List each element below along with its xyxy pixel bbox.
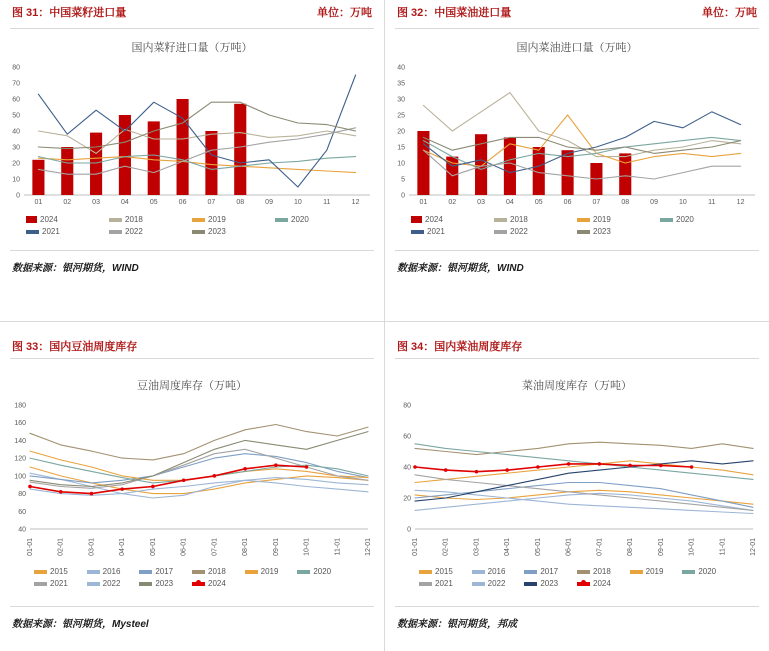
svg-text:15: 15 (397, 144, 405, 152)
svg-text:12-01: 12-01 (365, 538, 372, 556)
svg-text:02-01: 02-01 (442, 538, 450, 556)
figure-32-unit: 单位：万吨 (702, 7, 757, 19)
legend-label: 2021 (427, 227, 445, 236)
legend-label: 2022 (510, 227, 528, 236)
legend-item (192, 215, 275, 224)
legend-label: 2020 (698, 567, 717, 576)
legend-label: 2015 (50, 567, 68, 576)
figure-34-rule (395, 358, 759, 359)
svg-text:10: 10 (12, 176, 20, 184)
legend-swatch-2024 (577, 582, 590, 586)
svg-text:06-01: 06-01 (180, 538, 188, 556)
svg-text:0: 0 (407, 526, 411, 534)
svg-text:40: 40 (18, 526, 26, 534)
legend-swatch-2019 (192, 218, 205, 222)
legend-swatch-2016 (87, 570, 100, 574)
legend-label: 2022 (487, 579, 506, 588)
legend-label: 2020 (313, 567, 332, 576)
legend-label: 2021 (50, 579, 68, 588)
svg-text:0: 0 (401, 192, 405, 200)
svg-text:60: 60 (403, 433, 411, 441)
legend-item (192, 227, 275, 236)
legend-item (494, 227, 577, 236)
chart-32-title: 国内菜油进口量（万吨） (516, 42, 638, 54)
svg-text:02: 02 (448, 199, 457, 206)
svg-text:25: 25 (397, 112, 405, 120)
panel-figure-32 (385, 0, 769, 320)
svg-text:02: 02 (63, 199, 72, 206)
svg-text:07: 07 (207, 199, 216, 206)
legend-swatch-2021 (419, 582, 432, 586)
svg-text:160: 160 (14, 420, 26, 428)
svg-text:12: 12 (736, 199, 745, 206)
legend-swatch-2022 (472, 582, 485, 586)
figure-31-unit: 单位：万吨 (317, 7, 372, 19)
svg-text:80: 80 (12, 64, 20, 72)
svg-text:06: 06 (563, 199, 572, 206)
figure-33-label: 图 33：国内豆油周度库存 (12, 341, 138, 353)
svg-text:70: 70 (12, 80, 20, 88)
legend-label: 2016 (487, 567, 506, 576)
svg-text:01: 01 (419, 199, 428, 206)
legend-label: 2019 (645, 567, 664, 576)
svg-text:08: 08 (236, 199, 245, 206)
legend-item (87, 567, 140, 576)
legend-swatch-2019 (577, 218, 590, 222)
svg-text:120: 120 (14, 455, 26, 463)
svg-text:04: 04 (121, 199, 129, 206)
svg-text:02-01: 02-01 (57, 538, 65, 556)
legend-swatch-2023 (139, 582, 152, 586)
svg-text:20: 20 (403, 495, 411, 503)
legend-label: 2015 (435, 567, 453, 576)
legend-swatch-2023 (524, 582, 537, 586)
legend-item (139, 579, 192, 588)
legend-item (109, 215, 192, 224)
legend-swatch-2023 (192, 230, 205, 234)
svg-text:03: 03 (92, 199, 100, 206)
legend-label: 2021 (42, 227, 60, 236)
legend-item (577, 227, 660, 236)
figure-31-header (0, 0, 384, 26)
legend-label: 2019 (260, 567, 279, 576)
legend-label: 2022 (102, 579, 121, 588)
svg-text:05: 05 (534, 199, 543, 206)
legend-item (577, 215, 660, 224)
svg-text:04-01: 04-01 (504, 538, 512, 556)
svg-text:03-01: 03-01 (473, 538, 481, 556)
legend-item (419, 567, 472, 576)
svg-text:140: 140 (14, 437, 26, 445)
legend-swatch-2022 (109, 230, 122, 234)
svg-text:09-01: 09-01 (657, 538, 665, 556)
svg-text:04: 04 (506, 199, 514, 206)
figure-32-rule (395, 28, 759, 29)
legend-swatch-2017 (524, 570, 537, 574)
legend-item (139, 567, 192, 576)
svg-text:20: 20 (397, 128, 405, 136)
svg-text:35: 35 (397, 80, 405, 88)
figure-34-header (385, 322, 769, 353)
figure-32-header (385, 0, 769, 26)
legend-label: 2023 (208, 227, 226, 236)
legend-swatch-2015 (419, 570, 432, 574)
figure-31-rule (10, 28, 374, 29)
legend-swatch-2018 (494, 218, 507, 222)
legend-item (411, 227, 494, 236)
legend-swatch-2020 (660, 218, 673, 222)
legend-label: 2018 (593, 567, 611, 576)
legend-label: 2019 (208, 215, 226, 224)
svg-text:40: 40 (397, 64, 405, 72)
legend-item (524, 579, 577, 588)
legend-item (472, 579, 525, 588)
svg-text:0: 0 (16, 192, 20, 200)
legend-item (297, 567, 350, 576)
figure-34-label: 图 34：国内菜油周度库存 (397, 341, 523, 353)
figure-33-header (0, 322, 384, 353)
legend-item (26, 227, 109, 236)
svg-text:05: 05 (149, 199, 158, 206)
svg-text:12-01: 12-01 (750, 538, 757, 556)
svg-text:08-01: 08-01 (242, 538, 250, 556)
legend-item (494, 215, 577, 224)
chart-33-title: 豆油周度库存（万吨） (137, 380, 247, 392)
legend-swatch-2024 (26, 216, 37, 223)
legend-label: 2016 (102, 567, 121, 576)
svg-text:40: 40 (403, 464, 411, 472)
svg-text:60: 60 (12, 96, 20, 104)
legend-label: 2023 (540, 579, 559, 588)
panel-figure-33 (0, 322, 384, 651)
legend-swatch-2022 (87, 582, 100, 586)
legend-item (577, 579, 630, 588)
legend-item (577, 567, 630, 576)
legend-label: 2018 (125, 215, 143, 224)
legend-swatch-2024 (411, 216, 422, 223)
source-31: 数据来源：银河期货，WIND (12, 263, 139, 274)
legend-swatch-2020 (297, 570, 310, 574)
svg-text:11: 11 (708, 199, 716, 206)
svg-text:03-01: 03-01 (88, 538, 96, 556)
svg-text:10: 10 (679, 199, 687, 206)
svg-text:11-01: 11-01 (719, 538, 727, 556)
svg-text:60: 60 (18, 508, 26, 516)
chart-33-plot (0, 399, 384, 559)
svg-text:01-01: 01-01 (412, 538, 419, 556)
legend-label: 2024 (208, 579, 226, 588)
figure-31-label: 图 31：中国菜籽进口量 (12, 7, 127, 19)
legend-swatch-2020 (682, 570, 695, 574)
panel-figure-34 (385, 322, 769, 651)
svg-text:03: 03 (477, 199, 485, 206)
chart-34-legend (385, 567, 769, 588)
legend-swatch-2018 (109, 218, 122, 222)
svg-text:10-01: 10-01 (688, 538, 696, 556)
legend-item (660, 215, 743, 224)
svg-text:40: 40 (12, 128, 20, 136)
svg-text:06-01: 06-01 (565, 538, 573, 556)
legend-item (34, 567, 87, 576)
svg-text:09: 09 (265, 199, 273, 206)
svg-text:08: 08 (621, 199, 630, 206)
chart-31-legend (0, 215, 384, 236)
legend-item (109, 227, 192, 236)
legend-label: 2020 (676, 215, 694, 224)
legend-item (26, 215, 109, 224)
legend-swatch-2023 (577, 230, 590, 234)
svg-text:09: 09 (650, 199, 658, 206)
svg-text:11-01: 11-01 (334, 538, 342, 556)
svg-text:20: 20 (12, 160, 20, 168)
legend-swatch-2022 (494, 230, 507, 234)
legend-item (87, 579, 140, 588)
legend-label: 2017 (540, 567, 559, 576)
chart-34-plot (385, 399, 769, 559)
legend-label: 2019 (593, 215, 611, 224)
svg-text:07: 07 (592, 199, 601, 206)
svg-text:07-01: 07-01 (596, 538, 604, 556)
legend-swatch-2020 (275, 218, 288, 222)
svg-text:10: 10 (294, 199, 302, 206)
legend-item (411, 215, 494, 224)
legend-swatch-2015 (34, 570, 47, 574)
svg-text:12: 12 (351, 199, 360, 206)
svg-text:04-01: 04-01 (119, 538, 127, 556)
legend-item (472, 567, 525, 576)
legend-swatch-2021 (34, 582, 47, 586)
chart-31-plot (0, 61, 384, 211)
chart-34-title: 菜油周度库存（万吨） (522, 380, 632, 392)
figure-32-label: 图 32：中国菜油进口量 (397, 7, 512, 19)
legend-swatch-2016 (472, 570, 485, 574)
svg-text:11: 11 (323, 199, 331, 206)
legend-swatch-2021 (411, 230, 424, 234)
svg-text:30: 30 (397, 96, 405, 104)
chart-31-title: 国内菜籽进口量（万吨） (131, 42, 253, 54)
svg-text:5: 5 (401, 176, 405, 184)
legend-label: 2018 (510, 215, 528, 224)
legend-swatch-2017 (139, 570, 152, 574)
svg-text:10-01: 10-01 (303, 538, 311, 556)
chart-32-legend (385, 215, 769, 236)
legend-item (192, 567, 245, 576)
legend-label: 2021 (435, 579, 453, 588)
svg-text:10: 10 (397, 160, 405, 168)
svg-text:01: 01 (34, 199, 43, 206)
svg-text:05-01: 05-01 (149, 538, 157, 556)
legend-swatch-2018 (577, 570, 590, 574)
legend-item (275, 215, 358, 224)
legend-label: 2018 (208, 567, 226, 576)
legend-item (34, 579, 87, 588)
svg-text:100: 100 (14, 473, 26, 481)
legend-label: 2024 (40, 215, 58, 224)
svg-text:07-01: 07-01 (211, 538, 219, 556)
legend-item (630, 567, 683, 576)
legend-swatch-2019 (245, 570, 258, 574)
svg-text:180: 180 (14, 402, 26, 410)
legend-label: 2023 (155, 579, 174, 588)
legend-label: 2022 (125, 227, 143, 236)
svg-text:01-01: 01-01 (27, 538, 34, 556)
legend-label: 2024 (593, 579, 611, 588)
legend-swatch-2021 (26, 230, 39, 234)
legend-label: 2017 (155, 567, 174, 576)
legend-item (245, 567, 298, 576)
legend-label: 2024 (425, 215, 443, 224)
chart-33-legend (0, 567, 384, 588)
source-32: 数据来源：银河期货，WIND (397, 263, 524, 274)
legend-swatch-2019 (630, 570, 643, 574)
svg-text:50: 50 (12, 112, 20, 120)
svg-text:80: 80 (403, 402, 411, 410)
figure-33-rule (10, 358, 374, 359)
legend-item (192, 579, 245, 588)
svg-text:30: 30 (12, 144, 20, 152)
svg-text:08-01: 08-01 (627, 538, 635, 556)
svg-text:09-01: 09-01 (272, 538, 280, 556)
chart-32-plot (385, 61, 769, 211)
svg-text:06: 06 (178, 199, 187, 206)
panel-figure-31 (0, 0, 384, 320)
legend-label: 2023 (593, 227, 611, 236)
legend-swatch-2024 (192, 582, 205, 586)
legend-swatch-2018 (192, 570, 205, 574)
svg-text:80: 80 (18, 491, 26, 499)
legend-label: 2020 (291, 215, 309, 224)
legend-item (682, 567, 735, 576)
source-34: 数据来源：银河期货，邦成 (397, 619, 517, 630)
svg-text:05-01: 05-01 (534, 538, 542, 556)
source-33: 数据来源：银河期货，Mysteel (12, 619, 149, 630)
legend-item (524, 567, 577, 576)
legend-item (419, 579, 472, 588)
